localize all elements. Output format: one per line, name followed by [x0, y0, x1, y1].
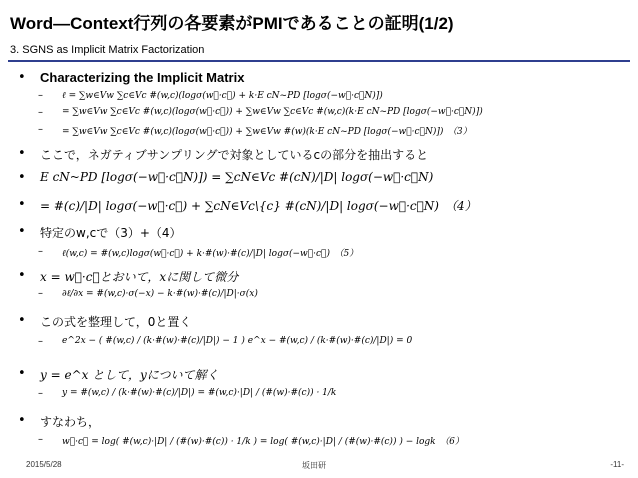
- bullet-text: この式を整理して，0と置く: [40, 315, 192, 329]
- sub-text: y = #(w,c) / (k·#(w)·#(c)/|D|) = #(w,c)·|D| / (#(w)·#(c)) · 1/k: [62, 388, 337, 398]
- sub-text: e^2x − ( #(w,c) / (k·#(w)·#(c)/|D|) − 1 ) e^x − #(w,c) / (k·#(w)·#(c)/|D|) = 0: [62, 336, 413, 346]
- dash-marker: –: [38, 124, 43, 135]
- bullet-text: Characterizing the Implicit Matrix: [40, 70, 245, 85]
- sub-text: ∂ℓ/∂x = #(w,c)·σ(−x) − k·#(w)·#(c)/|D|·σ(x): [62, 289, 258, 299]
- sub-text: ℓ(w,c) = #(w,c)logσ(w⃗·c⃗) + k·#(w)·#(c)/|D| logσ(−w⃗·c⃗) （5）: [62, 249, 359, 259]
- title-rule: [8, 60, 630, 62]
- dash-marker: –: [38, 388, 43, 399]
- dash-marker: –: [38, 288, 43, 299]
- footer-author: 坂田研: [302, 461, 326, 470]
- dash-marker: –: [38, 246, 43, 257]
- dash-marker: –: [38, 434, 43, 445]
- bullet-text: ここで，ネガティブサンプリングで対象としているcの部分を抽出すると: [40, 148, 429, 162]
- slide-subtitle: 3. SGNS as Implicit Matrix Factorization: [10, 44, 205, 56]
- bullet-text: y = e^x として，yについて解く: [40, 368, 219, 382]
- sub-text: = ∑w∈Vw ∑c∈Vc #(w,c)(logσ(w⃗·c⃗)) + ∑w∈Vw #(w)(k·E cN~PD [logσ(−w⃗·c⃗N)]) （3）: [62, 127, 472, 137]
- bullet-marker: •: [18, 170, 26, 185]
- footer-date: 2015/5/28: [26, 460, 62, 469]
- dash-marker: –: [38, 107, 43, 118]
- dash-marker: –: [38, 90, 43, 101]
- bullet-marker: •: [18, 413, 26, 428]
- bullet-marker: •: [18, 313, 26, 328]
- bullet-marker: •: [18, 268, 26, 283]
- bullet-marker: •: [18, 224, 26, 239]
- dash-marker: –: [38, 336, 43, 347]
- sub-text: w⃗·c⃗ = log( #(w,c)·|D| / (#(w)·#(c)) · 1/k ) = log( #(w,c)·|D| / (#(w)·#(c)) ) − logk （6）: [62, 437, 464, 447]
- bullet-text: E cN~PD [logσ(−w⃗·c⃗N)]) = ∑cN∈Vc #(cN)/|D| logσ(−w⃗·c⃗N): [40, 170, 434, 184]
- bullet-marker: •: [18, 366, 26, 381]
- bullet-text: 特定のw,cで（3）+（4）: [40, 226, 182, 240]
- bullet-marker: •: [18, 146, 26, 161]
- bullet-marker: •: [18, 197, 26, 212]
- bullet-text: すなわち，: [40, 415, 101, 429]
- sub-text: = ∑w∈Vw ∑c∈Vc #(w,c)(logσ(w⃗·c⃗)) + ∑w∈Vw ∑c∈Vc #(w,c)(k·E cN~PD [logσ(−w⃗·c⃗N)]): [62, 107, 483, 117]
- sub-text: ℓ = ∑w∈Vw ∑c∈Vc #(w,c)(logσ(w⃗·c⃗) + k·E cN~PD [logσ(−w⃗·c⃗N)]): [62, 91, 383, 101]
- slide-title: Word—Context行列の各要素がPMIであることの証明(1/2): [10, 14, 454, 33]
- bullet-marker: •: [18, 70, 26, 85]
- bullet-text: x = w⃗·c⃗とおいて，xに関して微分: [40, 270, 239, 284]
- bullet-text: = #(c)/|D| logσ(−w⃗·c⃗) + ∑cN∈Vc\{c} #(cN)/|D| logσ(−w⃗·c⃗N) （4）: [40, 199, 477, 213]
- footer-page: -11-: [610, 460, 624, 469]
